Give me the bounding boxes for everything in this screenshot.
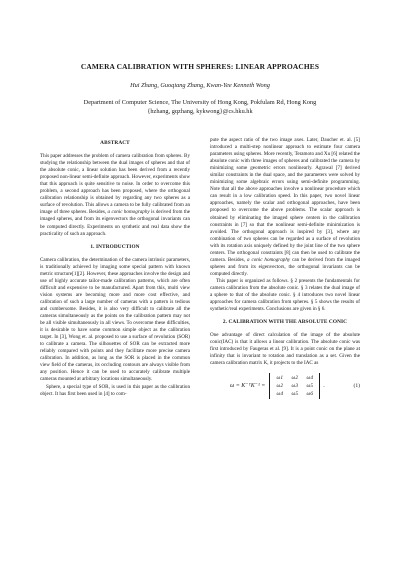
matrix-cell: ω4 (306, 374, 314, 381)
intro-p3-end: can be derived from the imaged spheres and from its eigenvectors, the orthogonal invariants can be computed directly. (210, 256, 361, 277)
matrix-cell: ω2 (276, 382, 284, 389)
matrix-cell: ω5 (291, 390, 299, 397)
paper-title: CAMERA CALIBRATION WITH SPHERES: LINEAR APPROACHES (80, 62, 320, 71)
matrix-cell: ω4 (276, 390, 284, 397)
matrix-cell: ω3 (291, 382, 299, 389)
section2-paragraph: One advantage of direct calculation of the image of the absolute conic(IAC) is that it allows a linear calibration. The absolute conic was first introduced by Faugeras et al. [9]. It is a point conic on the plane at infinity that is invariant to rotation and translation as a set. Given the camera calibration matrix K, it projects to the IAC as (210, 332, 360, 367)
abstract-end: is derived from the imaged spheres, and from its eigenvectors the orthogonal invariants can be computed directly. Experiments on synthetic and real data show the practicality of such an approach. (40, 209, 191, 237)
intro-paragraph-4: This paper is organized as follows. § 2 presents the fundamentals for camera calibration from the absolute conic. § 3 relates the dual image of a sphere to that of the absolute conic. § 4 introduces two novel linear approaches for camera calibration from spheres. § 5 shows the results of synthetic/real experiments. Conclusions are given in § 6. (210, 277, 360, 313)
affiliation-email: {hzhang, gqzhang, kykwong}@cs.hku.hk (147, 108, 253, 115)
matrix-cell: ω6 (306, 390, 314, 397)
abstract-heading: ABSTRACT (100, 140, 130, 146)
matrix-cell: ω2 (291, 374, 299, 381)
paper-affiliation (0, 98, 400, 116)
affiliation-department: Department of Computer Science, The University of Hong Kong, Pokfulam Rd, Hong Kong (83, 99, 317, 106)
equation-number: (1) (353, 382, 360, 389)
equation-1 (210, 373, 360, 399)
intro-p3-emphasis: a conic homography (246, 256, 291, 263)
intro-paragraph-3 (210, 137, 360, 278)
intro-paragraph-1: Camera calibration, the determination of the camera intrinsic parameters, is traditionally achieved by imaging some special pattern with known metric structure[1][2]. However, these approaches involve the design and use of highly accurate tailor-made calibration patterns, which are often difficult and expensive to be manufactured. Apart from this, multi view vision systems are becoming more and more cost effective, and calibration of such a large number of cameras with a pattern is tedious and cumbersome. Besides, it is also very difficult to calibrate all the cameras simultaneously as the points on the calibration pattern may not be all visible simultaneously in all views. To overcome these difficulties, it is desirable to have some common simple object as the calibration target. In [3], Wong et. al. proposed to use a surface of revolution (SOR) to calibrate a camera. The silhouettes of SOR can be extracted more reliably compared with points and they facilitate more precise camera calibration. In addition, as long as the SOR is placed in the common view field of the cameras, its occluding contours are always visible from any position. Hence it can be used to accurately calibrate multiple cameras mounted at arbitrary locations simultaneously. (40, 256, 190, 383)
iac-matrix (269, 373, 320, 399)
matrix-cell: ω5 (306, 382, 314, 389)
abstract-body: This paper addresses the problem of camera calibration from spheres. By studying the relationship between the dual images of spheres and that of the absolute conic, a linear solution has been derived from a recently proposed non-linear semi-definite approach. However, experiments show that this approach is quite sensitive to noise. In order to overcome this problem, a second approach has been proposed, where the orthogonal calibration relationship is obtained by regarding any two spheres as a surface of revolution. This allows a camera to be fully calibrated from an image of three spheres. Besides, (40, 153, 190, 216)
left-column (40, 140, 190, 550)
section2-heading: 2. CALIBRATION WITH THE ABSOLUTE CONIC (222, 319, 348, 326)
paper-authors: Hui Zhang, Guoqiang Zhang, Kwan-Yee Kenneth Wong (130, 82, 270, 89)
introduction-heading: 1. INTRODUCTION (90, 243, 140, 250)
equation-lhs: ω = K⁻ᵀK⁻¹ = (230, 382, 266, 389)
right-column (210, 137, 360, 547)
abstract-text (40, 153, 190, 238)
intro-paragraph-2: Sphere, a special type of SOR, is used in this paper as the calibration object. It has first been used in [4] to com- (40, 383, 190, 397)
equation-period: . (323, 382, 325, 389)
matrix-cell: ω1 (276, 374, 284, 381)
intro-p3-body: pute the aspect ratio of the two image axes. Later, Daucher et. al. [5] introduced a multi-step nonlinear approach to estimate four camera parameters using spheres. More recently, Teramoto and Xu [6] related the absolute conic with three images of spheres and calibrated the camera by minimizing some geometric errors nonlinearly. Agrawal [7] derived similar constraints in the dual space, and the parameters were solved by minimizing some algebraic errors using semi-definite programming. Note that all the above approaches involve a nonlinear procedure which can result in a low calibration speed. In this paper, two novel linear approaches, namely the scalar and orthogonal approaches, have been proposed to overcome the above problems. The scalar approach is obtained by eliminating the imaged sphere centers in the calibration constraints in [7] so that the nonlinear semi-definite minimization is avoided. The orthogonal approach is inspired by [3], where any combination of two spheres can be regarded as a surface of revolution with its rotation axis uniquely defined by the joint line of the two sphere centers. The orthogonal constraints [8] can then be used to calibrate the camera. Besides, (210, 137, 360, 263)
abstract-emphasis: a conic homography (107, 209, 150, 216)
